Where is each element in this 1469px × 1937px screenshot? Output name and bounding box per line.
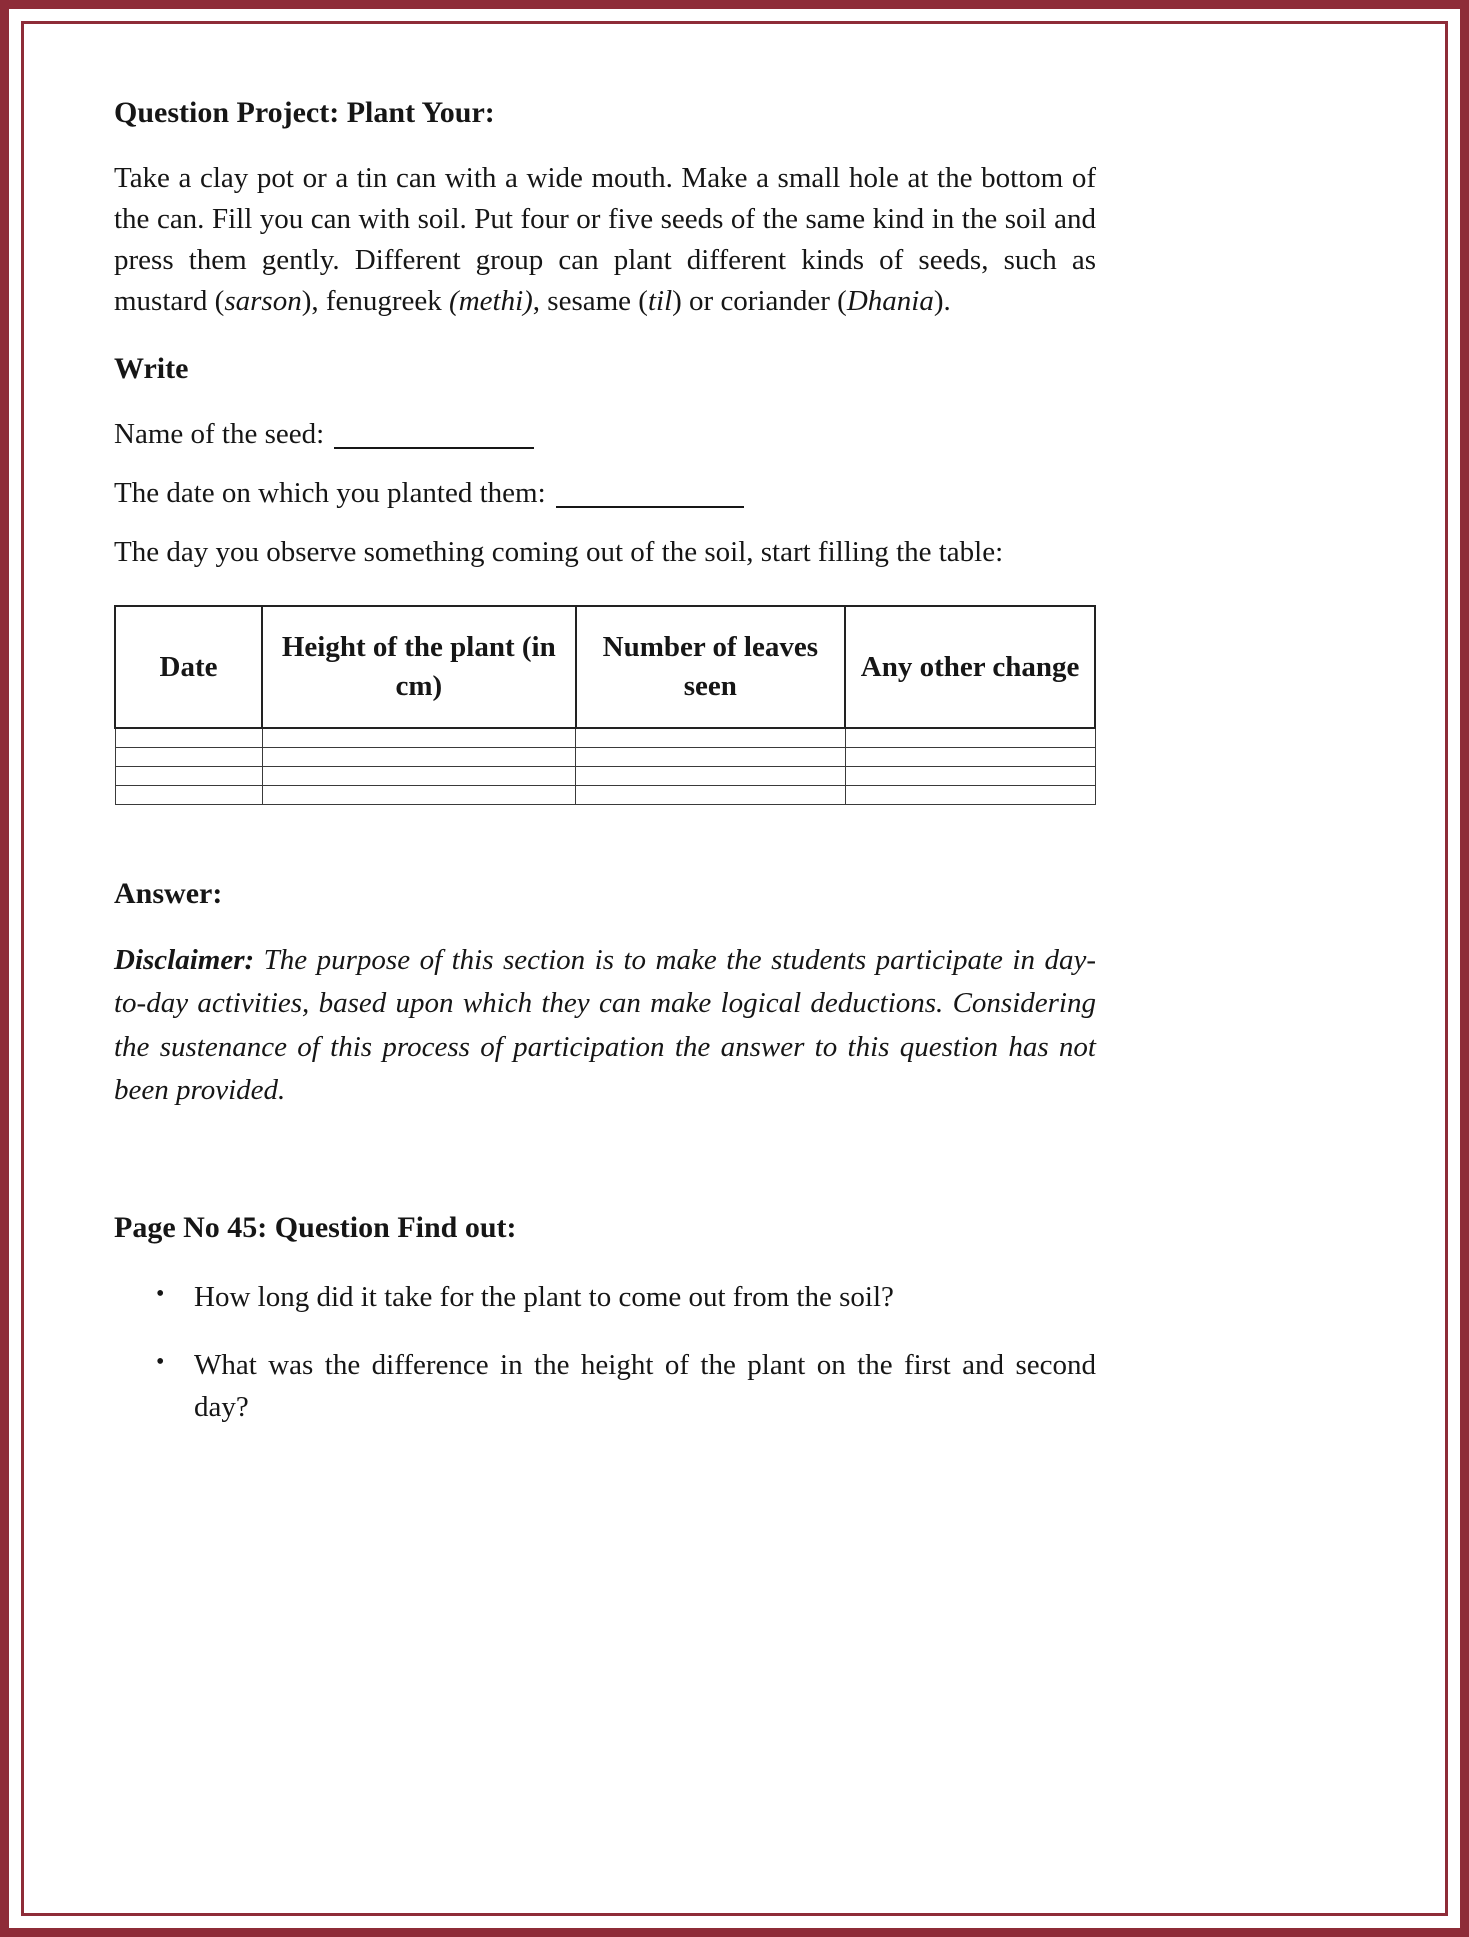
disclaimer-text: The purpose of this section is to make the students participate in day-to-day activities, based upon which they can make logical deductions. Considering the sustenance of this process of participation the answer to this question has not been provided. (114, 943, 1096, 1107)
table-header-change: Any other change (845, 606, 1095, 728)
plant-date-line (114, 473, 1096, 514)
table-empty-cell (115, 786, 262, 805)
table-row (115, 767, 1095, 786)
plant-date-blank (556, 496, 744, 508)
text-segment-italic: sarson (224, 285, 302, 318)
question-heading: Question Project: Plant Your: (114, 96, 495, 129)
text-segment: ), fenugreek (301, 285, 450, 318)
table-row (115, 786, 1095, 805)
bullet-icon: • (156, 1281, 165, 1308)
table-empty-cell (115, 767, 262, 786)
table-empty-cell (576, 748, 846, 767)
table-row (115, 748, 1095, 767)
table-row (115, 728, 1095, 748)
disclaimer-paragraph (114, 939, 1096, 1113)
bullet-icon: • (156, 1349, 165, 1376)
list-item-text: What was the difference in the height of the plant on the first and second day? (194, 1349, 1096, 1424)
table-empty-cell (262, 767, 576, 786)
document-content (114, 94, 1096, 1428)
plant-date-label: The date on which you planted them: (114, 476, 546, 509)
table-header-row (115, 606, 1095, 728)
text-segment: Take a clay pot or a tin can with a wide mouth. Make a small hole at the bottom of the can. Fill you can with soil. Put four or five seeds of the same kind in the soil and press them gently. Different group can plant different kinds of seeds, such as mustard ( (114, 161, 1096, 318)
text-segment-italic: Dhania (846, 285, 934, 318)
table-empty-cell (576, 728, 846, 748)
text-segment-italic: til (647, 285, 673, 318)
disclaimer-label: Disclaimer: (114, 943, 255, 976)
answer-heading: Answer: (114, 877, 223, 911)
table-empty-cell (845, 786, 1095, 805)
table-empty-cell (576, 767, 846, 786)
find-out-list (114, 1276, 1096, 1428)
table-header-leaves: Number of leaves seen (576, 606, 846, 728)
page45-heading: Page No 45: Question Find out: (114, 1210, 517, 1244)
list-item-text: How long did it take for the plant to come out from the soil? (194, 1281, 894, 1314)
observation-table (114, 605, 1096, 805)
question-paragraph (114, 158, 1096, 323)
table-empty-cell (576, 786, 846, 805)
write-heading: Write (114, 352, 189, 386)
inner-border-frame (21, 21, 1448, 1916)
table-empty-cell (262, 728, 576, 748)
table-empty-cell (115, 728, 262, 748)
text-segment: ) or coriander ( (672, 285, 847, 318)
seed-name-line (114, 414, 1096, 455)
text-segment: ). (933, 285, 951, 318)
seed-name-label: Name of the seed: (114, 417, 325, 450)
table-intro-paragraph: The day you observe something coming out of the soil, start filling the table: (114, 536, 1004, 569)
table-empty-cell (845, 728, 1095, 748)
table-empty-cell (845, 748, 1095, 767)
table-empty-cell (262, 786, 576, 805)
text-segment-italic: (methi) (449, 285, 533, 318)
table-header-date: Date (115, 606, 262, 728)
seed-name-blank (334, 437, 534, 449)
list-item (114, 1344, 1096, 1428)
table-empty-cell (262, 748, 576, 767)
table-header-height: Height of the plant (in cm) (262, 606, 576, 728)
table-empty-cell (845, 767, 1095, 786)
text-segment: , sesame ( (532, 285, 648, 318)
list-item (114, 1276, 1096, 1318)
table-empty-cell (115, 748, 262, 767)
